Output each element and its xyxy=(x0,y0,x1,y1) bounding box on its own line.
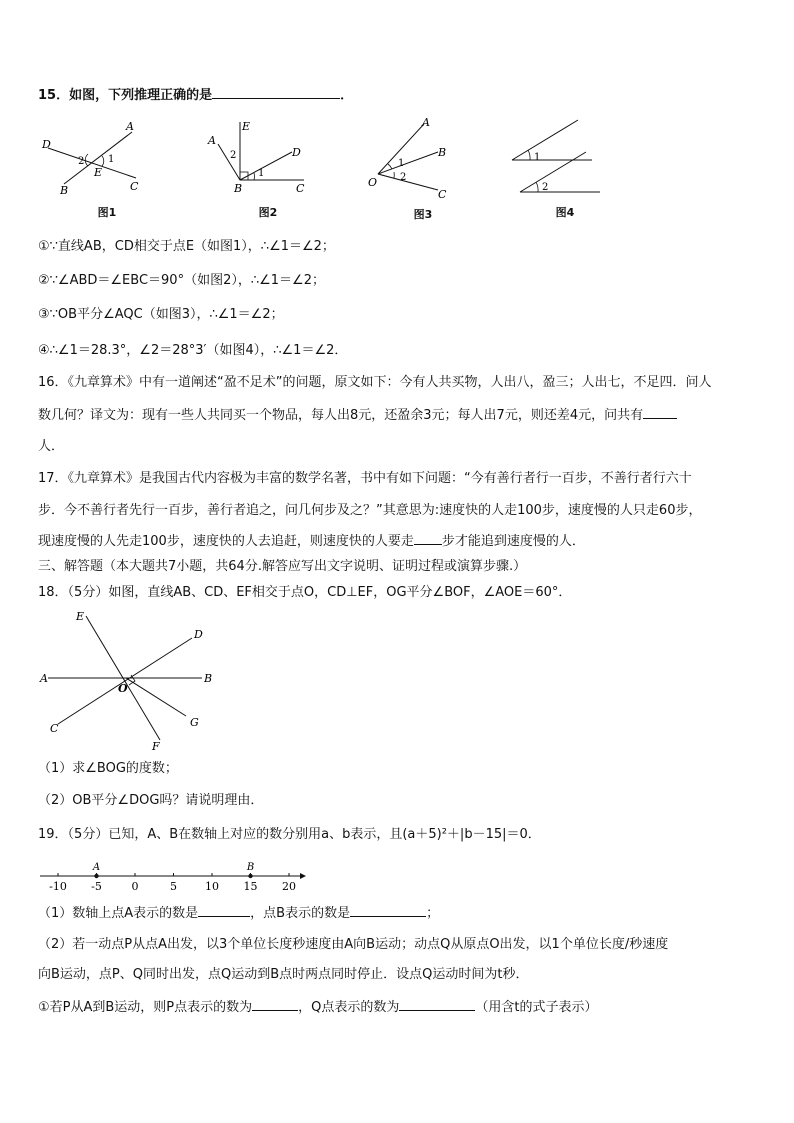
q19-sub-2-line-2: 向B运动，点P、Q同时出发，点Q运动到B点时两点同时停止．设点Q运动时间为t秒． xyxy=(38,967,529,982)
number-line-tick-label: 5 xyxy=(170,880,177,893)
q15-answer-blank[interactable] xyxy=(212,86,340,99)
q19-sub-3a: ①若P从A到B运动，则P点表示的数为 xyxy=(38,1000,253,1015)
q18-label-f: F xyxy=(152,740,160,753)
q16-answer-blank[interactable] xyxy=(643,406,677,419)
q15-figure-2 xyxy=(204,118,314,200)
q19-blank-q[interactable] xyxy=(399,998,475,1011)
fig3-label-b: B xyxy=(438,146,447,159)
q15-stem-text: 15．如图，下列推理正确的是 xyxy=(38,88,213,103)
fig1-label-c: C xyxy=(130,180,139,193)
q19-blank-b[interactable] xyxy=(350,904,426,917)
q19-stem: 19．（5分）已知，A、B在数轴上对应的数分别用a、b表示，且(a＋5)²＋|b－15|＝0． xyxy=(38,827,541,842)
number-line-label-b: B xyxy=(246,862,255,873)
fig2-label-c: C xyxy=(296,182,305,195)
fig2-label-2: 2 xyxy=(230,150,237,161)
fig1-label-2: 2 xyxy=(78,156,85,167)
number-line-label-a: A xyxy=(92,862,101,873)
number-line-point-b xyxy=(248,874,252,878)
q17-line-1: 17．《九章算术》是我国古代内容极为丰富的数学名著，书中有如下问题：“今有善行者行一百步，不善行者行六十 xyxy=(38,471,692,486)
fig3-line-ob xyxy=(378,152,438,174)
q17-answer-blank[interactable] xyxy=(414,532,442,545)
number-line-tick-label: 15 xyxy=(243,880,258,893)
fig4-label-2: 2 xyxy=(542,182,549,193)
number-line-point-a xyxy=(94,874,98,878)
q15-figure-4 xyxy=(506,116,606,198)
q18-label-c: C xyxy=(50,722,59,735)
q18-stem: 18．（5分）如图，直线AB、CD、EF相交于点O，CD⊥EF，OG平分∠BOF，∠AOE＝60°． xyxy=(38,585,572,600)
fig1-label-a: A xyxy=(126,120,134,133)
q19-sub-2-line-1: （2）若一动点P从点A出发，以3个单位长度秒速度由A向B运动；动点Q从原点O出发，以1个单位长度/秒速度 xyxy=(38,937,669,952)
fig2-label-b: B xyxy=(234,182,243,195)
q16-line-2-text: 数几何？译文为：现有一些人共同买一个物品，每人出8元，还盈余3元；每人出7元，则还差4元，问共有 xyxy=(38,408,644,423)
q17-line-3 xyxy=(38,532,585,551)
q19-sub-1c: ； xyxy=(426,906,440,921)
q19-blank-p[interactable] xyxy=(252,998,298,1011)
fig2-label-1: 1 xyxy=(258,168,265,179)
fig2-label-d: D xyxy=(292,146,301,159)
q16-line-3: 人． xyxy=(38,439,65,454)
q18-label-g: G xyxy=(190,716,199,729)
q15-item-2: ②∵∠ABD＝∠EBC＝90°（如图2），∴∠1＝∠2； xyxy=(38,273,325,288)
q19-sub-1b: ，点B表示的数是 xyxy=(250,906,351,921)
q17-line-2: 步．今不善行者先行一百步，善行者追之，问几何步及之？”其意思为:速度快的人走100步，速度慢的人只走60步， xyxy=(38,503,702,518)
caption-fig2: 图2 xyxy=(258,206,278,219)
number-line-tick-label: 0 xyxy=(131,880,139,893)
q15-figure-1 xyxy=(40,118,150,200)
fig4-line-top xyxy=(512,120,578,160)
fig3-label-o: O xyxy=(368,176,378,189)
q16-line-2 xyxy=(38,406,677,425)
number-line-arrow xyxy=(300,873,306,879)
q19-sub-3 xyxy=(38,998,598,1017)
q19-sub-1a: （1）数轴上点A表示的数是 xyxy=(38,906,199,921)
fig2-line-ba xyxy=(218,144,240,180)
fig1-label-1: 1 xyxy=(108,154,115,165)
q19-sub-1 xyxy=(38,904,439,923)
q18-label-d: D xyxy=(194,628,203,641)
fig3-line-oc xyxy=(378,174,438,190)
fig3-label-a: A xyxy=(422,116,430,129)
q15-item-3: ③∵OB平分∠AQC（如图3），∴∠1＝∠2； xyxy=(38,307,284,322)
q18-sub-1: （1）求∠BOG的度数； xyxy=(38,761,178,776)
q17-line-3a: 现速度慢的人先走100步，速度快的人去追赶，则速度快的人要走 xyxy=(38,534,414,549)
fig1-label-d: D xyxy=(42,138,51,151)
fig2-label-e: E xyxy=(242,120,251,133)
caption-fig3: 图3 xyxy=(413,208,433,221)
q19-number-line xyxy=(38,856,308,896)
number-line-tick-label: 20 xyxy=(282,880,296,893)
caption-fig4: 图4 xyxy=(555,206,575,219)
q18-label-o: O xyxy=(118,682,128,695)
q15-stem-end: ． xyxy=(340,88,354,103)
q15-figure-3 xyxy=(364,116,464,202)
q16-line-1: 16．《九章算术》中有一道阐述“盈不足术”的问题，原文如下：今有人共买物，人出八，盈三；人出七，不足四．问人 xyxy=(38,375,712,390)
q18-label-b: B xyxy=(204,672,213,685)
section-3-heading: 三、解答题（本大题共7小题，共64分.解答应写出文字说明、证明过程或演算步骤.） xyxy=(38,559,527,574)
fig3-label-c: C xyxy=(438,188,447,201)
number-line-tick-label: -10 xyxy=(49,880,67,893)
fig2-label-a: A xyxy=(208,134,216,147)
caption-fig1: 图1 xyxy=(97,206,117,219)
q15-item-1: ①∵直线AB，CD相交于点E（如图1），∴∠1＝∠2； xyxy=(38,239,335,254)
q18-label-a: A xyxy=(40,672,48,685)
number-line-tick-label: 10 xyxy=(205,880,219,893)
q19-sub-3c: （用含t的式子表示） xyxy=(475,1000,598,1015)
fig1-label-b: B xyxy=(60,184,69,197)
q18-label-e: E xyxy=(76,610,85,623)
q18-figure xyxy=(36,608,226,756)
q19-blank-a[interactable] xyxy=(198,904,250,917)
q18-sub-2: （2）OB平分∠DOG吗？请说明理由． xyxy=(38,793,264,808)
q15-item-4: ④∴∠1＝28.3°，∠2＝28°3′（如图4），∴∠1＝∠2． xyxy=(38,343,348,358)
number-line-tick-label: -5 xyxy=(91,880,102,893)
q18-ray-og xyxy=(126,678,186,716)
fig3-label-1: 1 xyxy=(398,158,405,169)
fig3-label-2: 2 xyxy=(400,172,407,183)
q15-stem xyxy=(38,86,353,105)
q19-sub-3b: ，Q点表示的数为 xyxy=(298,1000,400,1015)
fig1-label-e: E xyxy=(94,166,103,179)
fig4-label-1: 1 xyxy=(534,152,541,163)
q17-line-3b: 步才能追到速度慢的人． xyxy=(441,534,585,549)
